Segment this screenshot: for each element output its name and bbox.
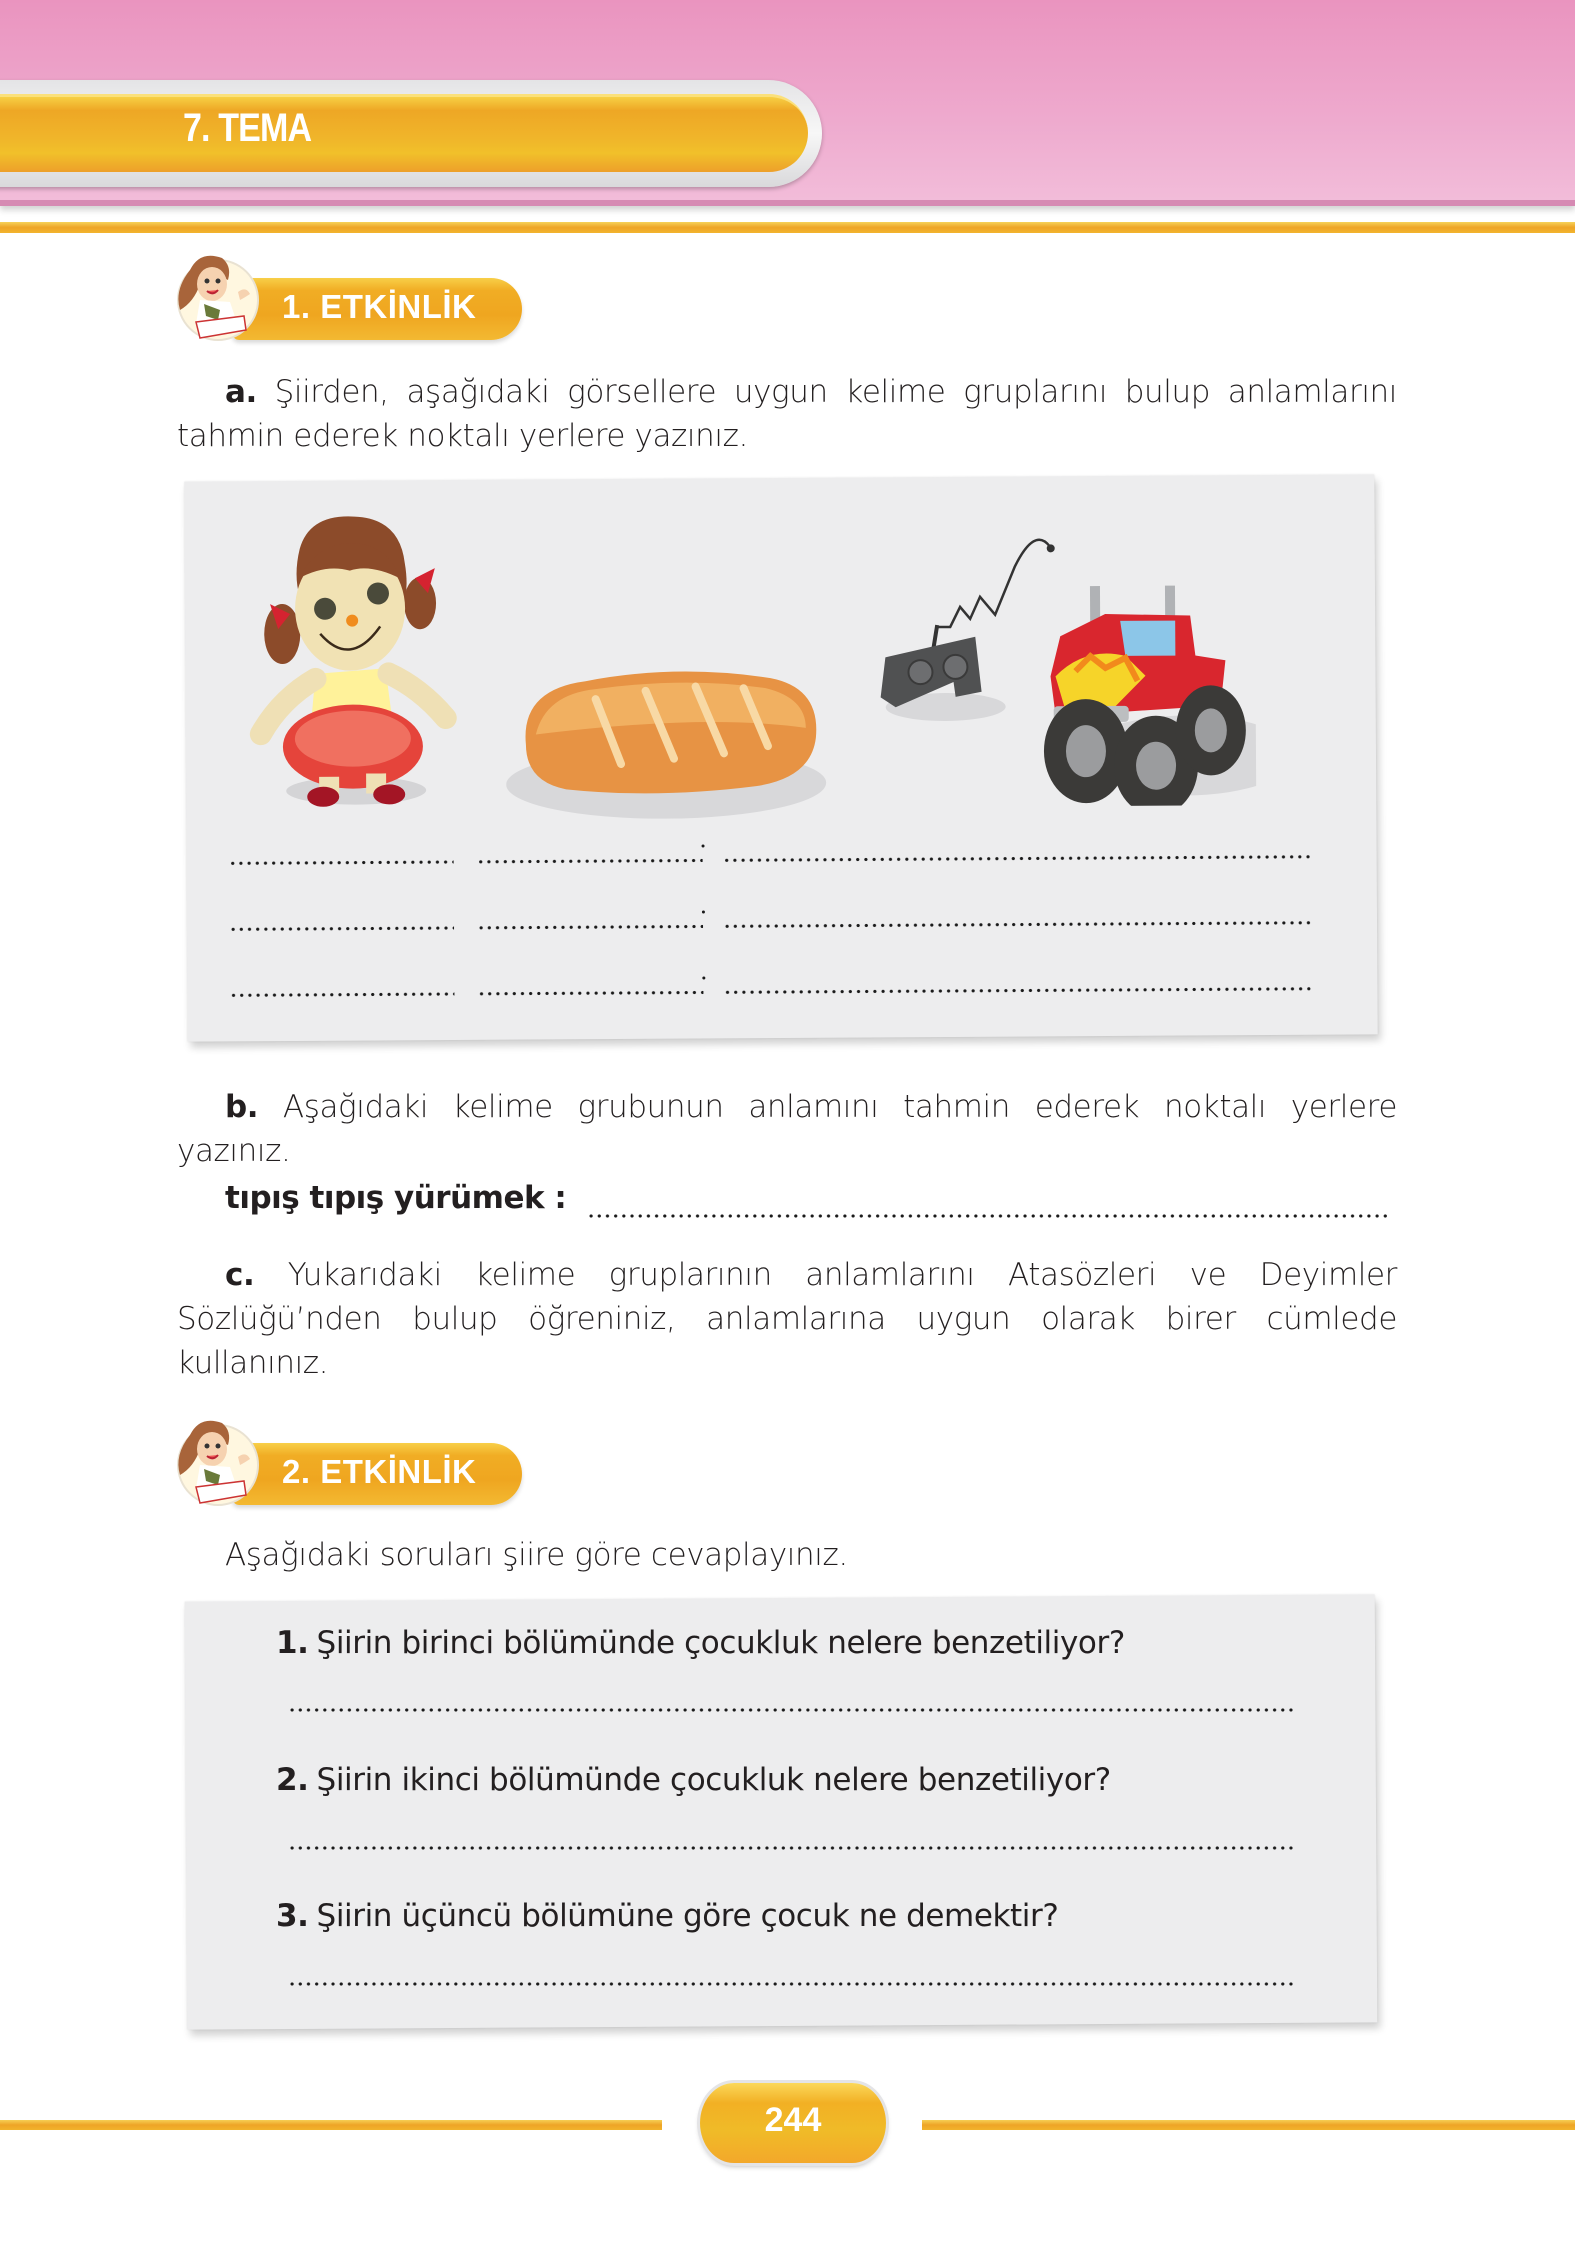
- page-number-badge: [700, 2083, 886, 2163]
- answer-row[interactable]: [184, 474, 1374, 481]
- question-number: 3.: [276, 1898, 309, 1934]
- question-number: 2.: [276, 1762, 309, 1798]
- question-3-answer-line[interactable]: [288, 1980, 1293, 1988]
- colon: [702, 844, 705, 847]
- answer-word-2-line[interactable]: [477, 988, 703, 997]
- bread-image-icon: [505, 658, 836, 820]
- activity-1-badge: [160, 272, 530, 340]
- question-number: 1.: [276, 1625, 309, 1661]
- girl-mascot-icon: [160, 1415, 260, 1515]
- part-b-label: b.: [225, 1089, 259, 1125]
- activity-2-instruction: Aşağıdaki soruları şiire göre cevaplayınız.: [225, 1537, 848, 1573]
- answer-meaning-line[interactable]: [723, 985, 1313, 997]
- answer-row[interactable]: [184, 474, 1374, 481]
- question-text: Şiirin üçüncü bölümüne göre çocuk ne demektir?: [316, 1898, 1059, 1934]
- colon: [702, 910, 705, 913]
- remote-control-truck-image-icon: [874, 505, 1256, 807]
- activity-1-title: 1. ETKİNLİK: [282, 288, 477, 325]
- part-b-text: Aşağıdaki kelime grubunun anlamını tahmin ederek noktalı yerlere yazınız.: [177, 1089, 1397, 1169]
- part-c-text: Yukarıdaki kelime gruplarının anlamlarını Atasözleri ve Deyimler Sözlüğü’nden bulup öğreniniz, anlamlarına uygun olarak birer cümlede kullanınız.: [177, 1257, 1397, 1381]
- activity-1-part-b: [177, 1085, 1397, 1173]
- doll-image-icon: [239, 508, 471, 809]
- page-number: 244: [764, 2101, 822, 2139]
- theme-banner: [0, 94, 808, 172]
- answer-word-1-line[interactable]: [229, 858, 454, 867]
- question-3: [276, 1898, 1058, 1934]
- footer-line-left: [0, 2120, 662, 2130]
- question-1-answer-line[interactable]: [288, 1706, 1293, 1714]
- answer-word-1-line[interactable]: [229, 924, 454, 933]
- question-text: Şiirin birinci bölümünde çocukluk nelere benzetiliyor?: [316, 1625, 1125, 1661]
- theme-title: 7. TEMA: [183, 106, 312, 150]
- phrase-label: tıpış tıpış yürümek :: [225, 1180, 567, 1216]
- question-1: [276, 1625, 1125, 1661]
- answer-row[interactable]: [184, 474, 1374, 481]
- question-2-answer-line[interactable]: [288, 1844, 1293, 1852]
- part-a-label: a.: [225, 374, 257, 410]
- answer-meaning-line[interactable]: [723, 853, 1313, 865]
- part-a-text: Şiirden, aşağıdaki görsellere uygun kelime gruplarını bulup anlamlarını tahmin ederek noktalı yerlere yazınız.: [177, 374, 1397, 454]
- answer-word-1-line[interactable]: [229, 990, 454, 999]
- activity-2-title: 2. ETKİNLİK: [282, 1453, 477, 1490]
- footer-line-right: [922, 2120, 1575, 2130]
- header-divider: [0, 222, 1575, 233]
- phrase-answer-row: [225, 1180, 1385, 1224]
- activity-1-part-c: [177, 1253, 1397, 1385]
- answer-word-2-line[interactable]: [477, 856, 703, 865]
- question-2: [276, 1762, 1111, 1798]
- activity-2-badge: [160, 1437, 530, 1505]
- colon: [702, 976, 705, 979]
- answer-word-2-line[interactable]: [477, 922, 703, 931]
- answer-meaning-line[interactable]: [723, 919, 1313, 931]
- question-text: Şiirin ikinci bölümünde çocukluk nelere benzetiliyor?: [316, 1762, 1111, 1798]
- part-c-label: c.: [225, 1257, 255, 1293]
- image-answer-card: [184, 474, 1377, 1041]
- phrase-answer-line[interactable]: [587, 1212, 1387, 1220]
- girl-mascot-icon: [160, 250, 260, 350]
- activity-1-part-a: [177, 370, 1397, 458]
